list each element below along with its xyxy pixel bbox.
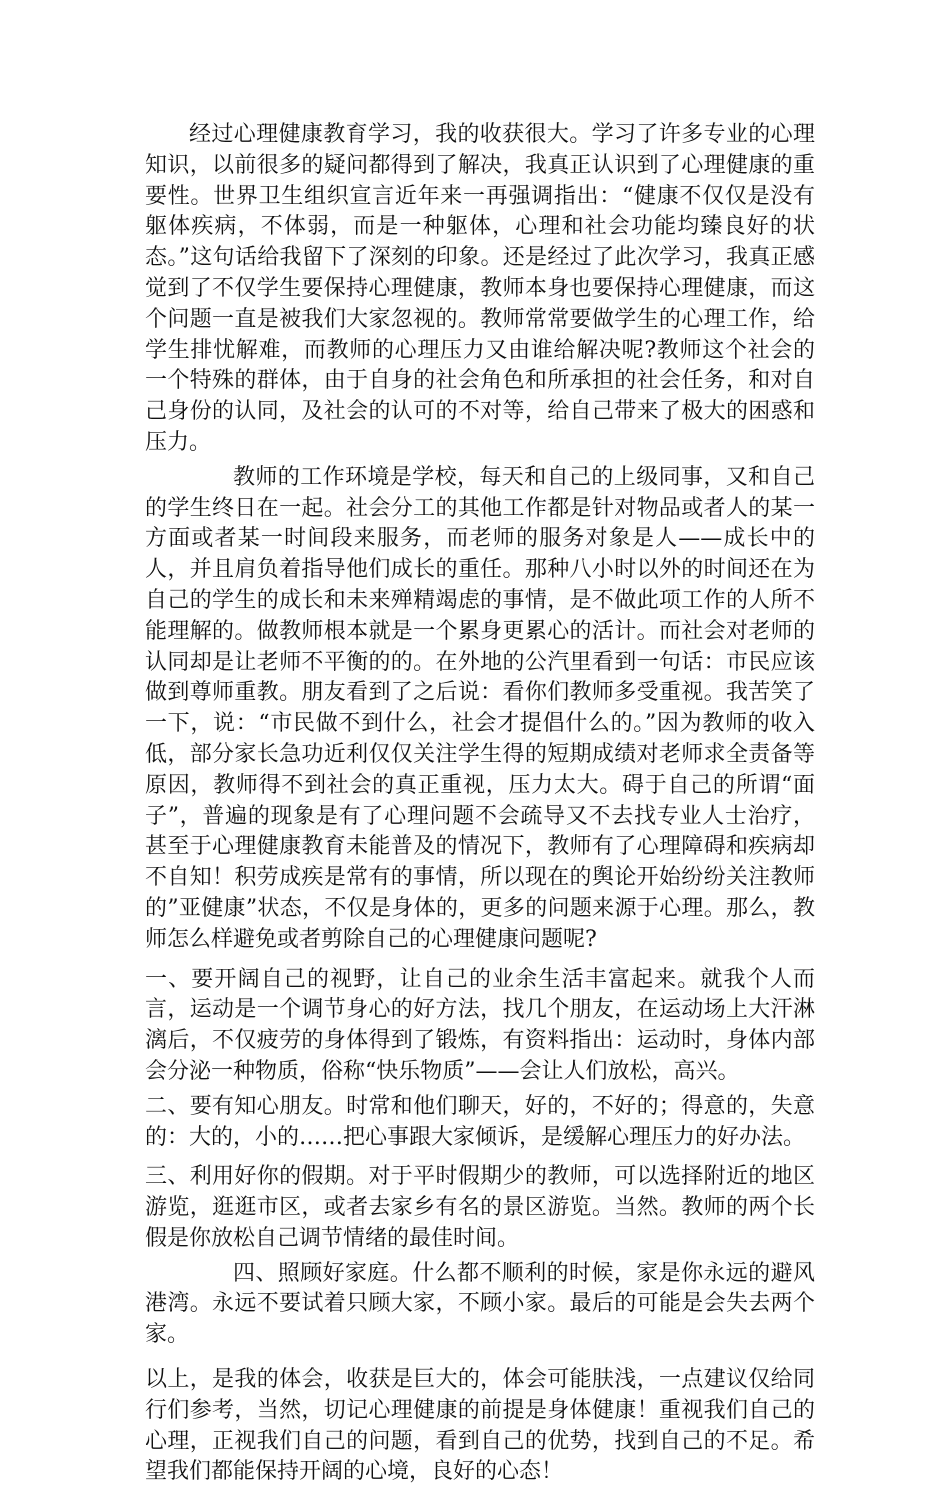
paragraph-point-four: 四、照顾好家庭。什么都不顺利的时候，家是你永远的避风港湾。永远不要试着只顾大家，不顾小家。最后的可能是会失去两个家。: [145, 1260, 815, 1348]
paragraph-point-three: 三、利用好你的假期。对于平时假期少的教师，可以选择附近的地区游览，逛逛市区，或者去家乡有名的景区游览。当然。教师的两个长假是你放松自己调节情绪的最佳时间。: [145, 1164, 815, 1251]
paragraph-conclusion: 以上，是我的体会，收获是巨大的，体会可能肤浅，一点建议仅给同行们参考，当然，切记心理健康的前提是身体健康！重视我们自己的心理，正视我们自己的问题，看到自己的优势，找到自己的不足。希望我们都能保持开阔的心境，良好的心态！: [145, 1367, 815, 1485]
paragraph-intro: 经过心理健康教育学习，我的收获很大。学习了许多专业的心理知识，以前很多的疑问都得到了解决，我真正认识到了心理健康的重要性。世界卫生组织宣言近年来一再强调指出：“健康不仅仅是没有躯体疾病，不体弱，而是一种躯体，心理和社会功能均臻良好的状态。”这句话给我留下了深刻的印象。还是经过了此次学习，我真正感觉到了不仅学生要保持心理健康，教师本身也要保持心理健康，而这个问题一直是被我们大家忽视的。教师常常要做学生的心理工作，给学生排忧解难，而教师的心理压力又由谁给解决呢?教师这个社会的一个特殊的群体，由于自身的社会角色和所承担的社会任务，和对自己身份的认同，及社会的认可的不对等，给自己带来了极大的困惑和压力。: [145, 122, 815, 455]
paragraph-teacher-environment: 教师的工作环境是学校，每天和自己的上级同事，又和自己的学生终日在一起。社会分工的其他工作都是针对物品或者人的某一方面或者某一时间段来服务，而老师的服务对象是人——成长中的人，并且肩负着指导他们成长的重任。那种八小时以外的时间还在为自己的学生的成长和未来殚精竭虑的事情，是不做此项工作的人所不能理解的。做教师根本就是一个累身更累心的活计。而社会对老师的认同却是让老师不平衡的的。在外地的公汽里看到一句话：市民应该做到尊师重教。朋友看到了之后说：看你们教师多受重视。我苦笑了一下，说：“市民做不到什么，社会才提倡什么的。”因为教师的收入低，部分家长急功近利仅仅关注学生得的短期成绩对老师求全责备等原因，教师得不到社会的真正重视，压力太大。碍于自己的所谓“面子”，普遍的现象是有了心理问题不会疏导又不去找专业人士治疗，甚至于心理健康教育未能普及的情况下，教师有了心理障碍和疾病却不自知！积劳成疾是常有的事情，所以现在的舆论开始纷纷关注教师的”亚健康”状态，不仅是身体的，更多的问题来源于心理。那么，教师怎么样避免或者剪除自己的心理健康问题呢?: [145, 464, 815, 952]
document-page: [145, 120, 815, 1488]
paragraph-point-one: 一、要开阔自己的视野，让自己的业余生活丰富起来。就我个人而言，运动是一个调节身心的好方法，找几个朋友，在运动场上大汗淋漓后，不仅疲劳的身体得到了锻炼，有资料指出：运动时，身体内部会分泌一种物质，俗称“快乐物质”——会让人们放松，高兴。: [145, 966, 815, 1084]
paragraph-point-two: 二、要有知心朋友。时常和他们聊天，好的，不好的；得意的，失意的：大的，小的……把心事跟大家倾诉，是缓解心理压力的好办法。: [145, 1093, 815, 1150]
